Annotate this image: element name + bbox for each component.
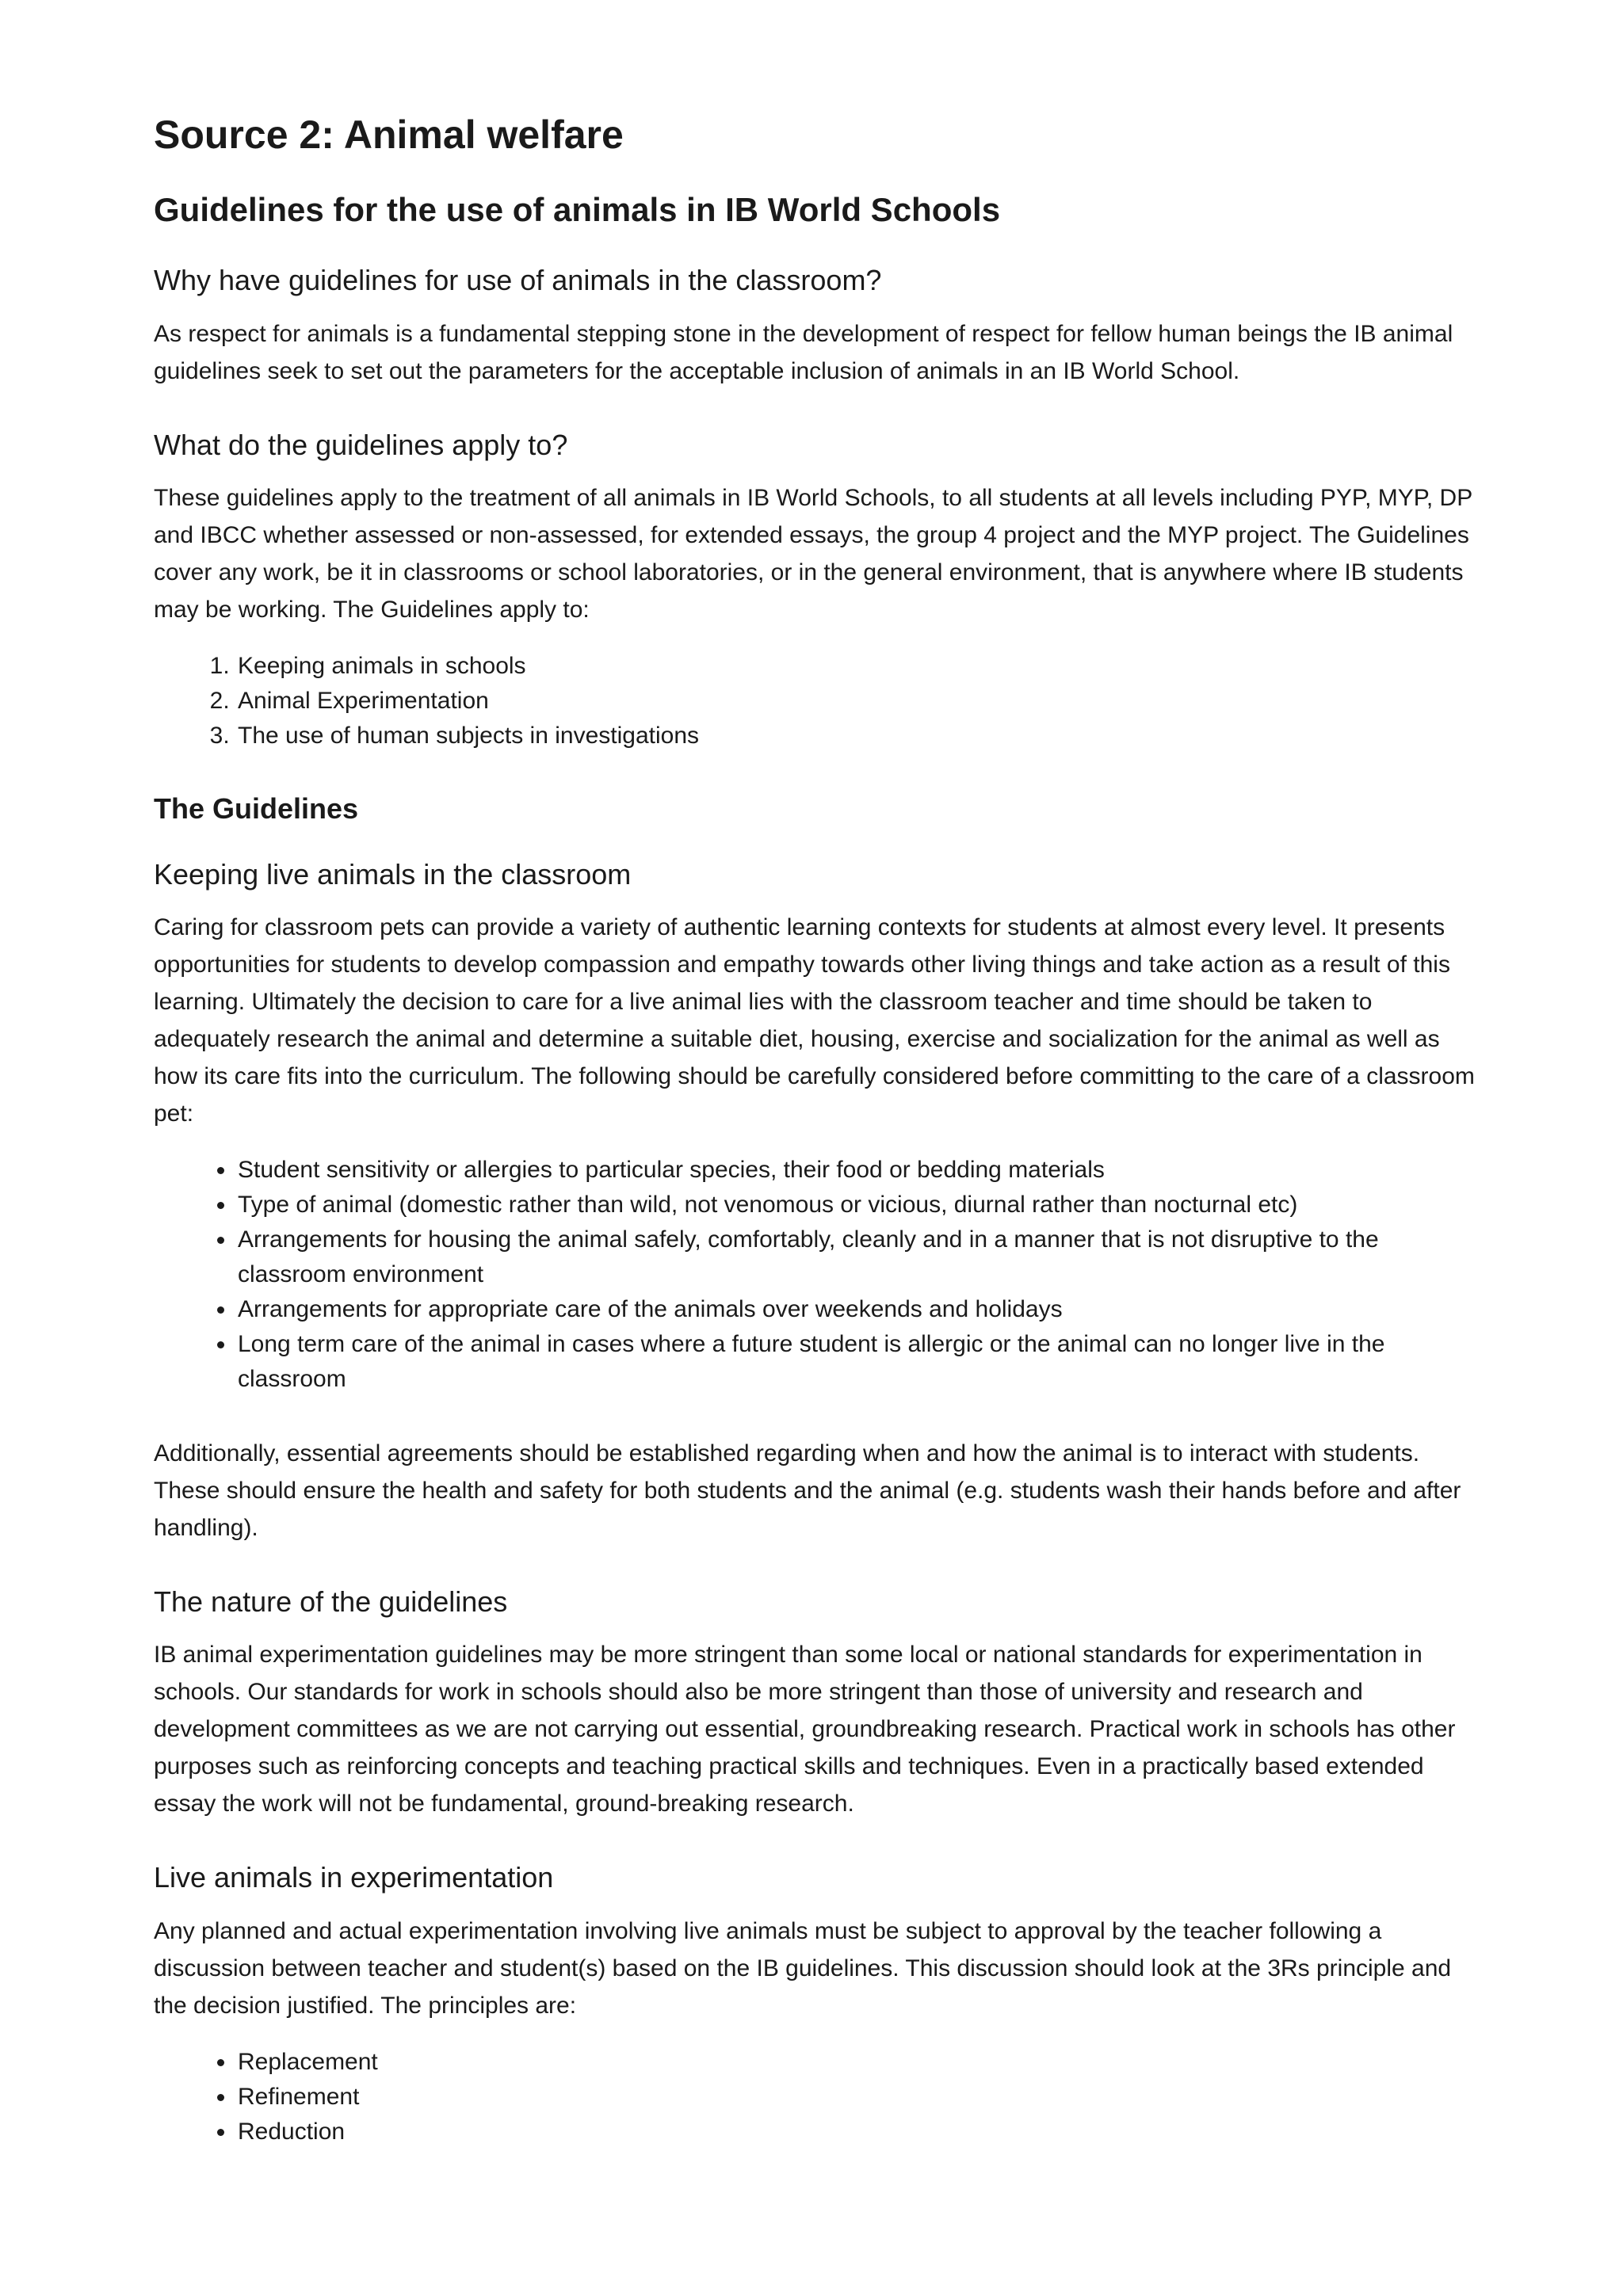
keeping-list [154,1153,1485,1397]
list-item: • Arrangements for housing the animal safely, comfortably, cleanly and in a manner that is not disruptive to the classroom environment [236,1222,1485,1292]
section-body-why: As respect for animals is a fundamental stepping stone in the development of respect for fellow human beings the IB animal guidelines seek to set out the parameters for the acceptable inclusion of animals in an IB World School. [154,320,1453,384]
section-heading-why: Why have guidelines for use of animals in the classroom? [154,264,882,297]
section-body-keeping: Caring for classroom pets can provide a variety of authentic learning contexts for students at almost every level. It presents opportunities for students to develop compassion and empathy towards other living things and take action as a result of this learning. Ultimately the decision to care for a live animal lies with the classroom teacher and time should be taken to adequately research the animal and determine a suitable diet, housing, exercise and socialization for the animal as well as how its care fits into the curriculum. The following should be carefully considered before committing to the care of a classroom pet: [154,914,1475,1127]
list-item: • Replacement [236,2045,1485,2080]
section-after-keeping: Additionally, essential agreements should be established regarding when and how the animal is to interact with students. These should ensure the health and safety for both students and the animal (e.g. students wash their hands before and after handling). [154,1440,1461,1542]
list-item: • Arrangements for appropriate care of the animals over weekends and holidays [236,1292,1485,1327]
section-body-apply: These guidelines apply to the treatment of all animals in IB World Schools, to all students at all levels including PYP, MYP, DP and IBCC whether assessed or non-assessed, for extended essays, the group 4 project and the MYP project. The Guidelines cover any work, be it in classrooms or school laboratories, or in the general environment, that is anywhere where IB students may be working. The Guidelines apply to: [154,484,1472,623]
section-body-nature: IB animal experimentation guidelines may be more stringent than some local or national standards for experimentation in schools. Our standards for work in schools should also be more stringent than those of university and research and development committees as we are not carrying out essential, groundbreaking research. Practical work in schools has other purposes such as reinforcing concepts and teaching practical skills and techniques. Even in a practically based extended essay the work will not be fundamental, ground-breaking research. [154,1642,1456,1817]
list-item: • Reduction [236,2115,1485,2149]
list-item: • Student sensitivity or allergies to particular species, their food or bedding materials [236,1153,1485,1188]
section-heading-guidelines: The Guidelines [154,791,359,825]
list-item: 1. Keeping animals in schools [236,649,1485,684]
section-heading-apply: What do the guidelines apply to? [154,428,568,461]
document-title: Source 2: Animal welfare [154,113,624,157]
apply-list [154,649,1485,753]
document-subtitle: Guidelines for the use of animals in IB World Schools [154,191,1001,228]
list-item: 3. The use of human subjects in investigations [236,719,1485,753]
principles-list [154,2045,1485,2149]
section-heading-nature: The nature of the guidelines [154,1585,508,1619]
document-page [154,111,1485,2187]
section-heading-keeping: Keeping live animals in the classroom [154,857,632,891]
section-heading-live: Live animals in experimentation [154,1861,554,1894]
section-body-live: Any planned and actual experimentation involving live animals must be subject to approval by the teacher following a discussion between teacher and student(s) based on the IB guidelines. This discussion should look at the 3Rs principle and the decision justified. The principles are: [154,1917,1452,2019]
list-item: • Refinement [236,2080,1485,2115]
list-item: • Type of animal (domestic rather than wild, not venomous or vicious, diurnal rather than nocturnal etc) [236,1188,1485,1222]
list-item: • Long term care of the animal in cases where a future student is allergic or the animal can no longer live in the classroom [236,1327,1485,1397]
list-item: 2. Animal Experimentation [236,684,1485,719]
